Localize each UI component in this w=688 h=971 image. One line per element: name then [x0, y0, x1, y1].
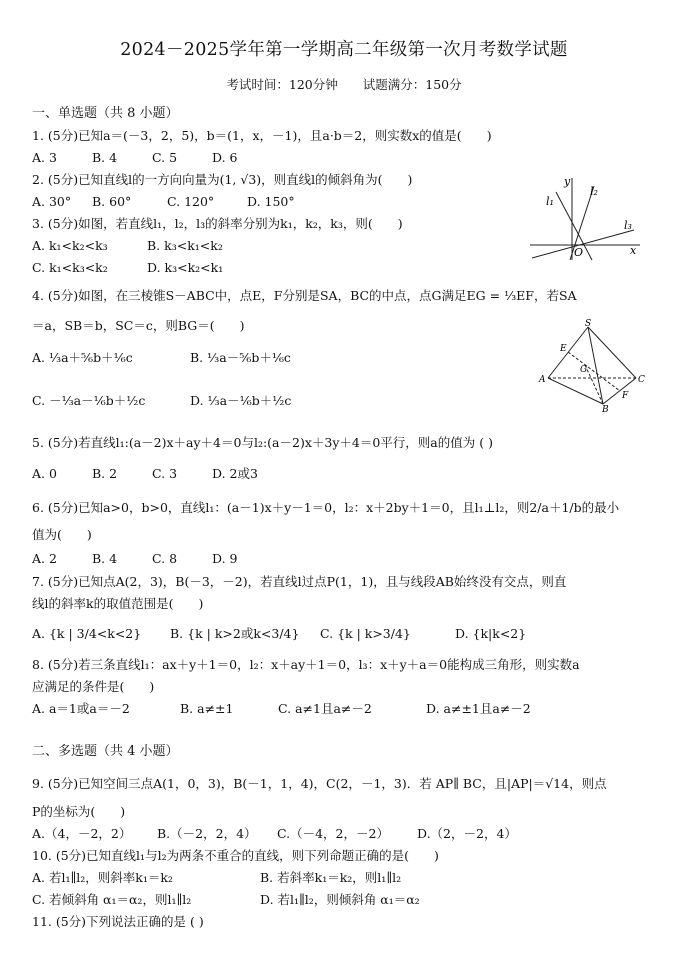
q5-option-d[interactable]: D. 2或3 — [212, 466, 258, 481]
q9-stem-line2: P的坐标为( ) — [32, 804, 126, 819]
q5-stem: 5. (5分)若直线l₁:(a－2)x＋ay＋4＝0与l₂:(a－2)x＋3y＋4＝0平行，则a的值为 ( ) — [32, 435, 493, 450]
q9-stem-line1: 9. (5分)已知空间三点A(1，0，3)，B(－1，1，4)，C(2，－1，3)．若 AP∥ BC，且|AP|＝√14，则点 — [32, 776, 607, 791]
q4-figure — [532, 318, 657, 413]
q10-options-row1 — [32, 870, 401, 885]
q7-option-d[interactable]: D. {k|k<2} — [455, 626, 527, 641]
q7-option-a[interactable]: A. {k | 3/4<k<2} — [32, 626, 142, 641]
q10-options-row2 — [32, 892, 420, 907]
q4-stem-line2: ＝a，SB＝b，SC＝c，则BG＝( ) — [32, 318, 245, 333]
q6-option-c[interactable]: C. 8 — [152, 551, 178, 566]
q7-stem-line1: 7. (5分)已知点A(2，3)，B(－3，－2)，若直线l过点P(1，1)，且与线段AB始终没有交点，则直 — [32, 574, 567, 589]
q4-option-b[interactable]: B. ⅓a－⅚b＋⅙c — [190, 350, 291, 365]
q3-options-row2 — [32, 260, 223, 275]
q5-option-a[interactable]: A. 0 — [32, 466, 57, 481]
q5-option-c[interactable]: C. 3 — [152, 466, 178, 481]
q10-option-b[interactable]: B. 若斜率k₁＝k₂，则l₁∥l₂ — [260, 870, 402, 885]
q2-stem: 2. (5分)已知直线l的一方向向量为(1, √3)，则直线l的倾斜角为( ) — [32, 172, 413, 187]
q9-option-c[interactable]: C.（－4，2，－2） — [277, 826, 389, 841]
label-f: F — [622, 391, 629, 401]
q9-options — [32, 826, 517, 841]
q8-option-d[interactable]: D. a≠±1且a≠－2 — [426, 701, 531, 716]
q1-option-d[interactable]: D. 6 — [212, 150, 238, 165]
q10-option-a[interactable]: A. 若l₁∥l₂，则斜率k₁＝k₂ — [32, 870, 173, 885]
q3-stem: 3. (5分)如图，若直线l₁，l₂，l₃的斜率分别为k₁，k₂，k₃，则( ) — [32, 216, 403, 231]
label-l2: l₂ — [590, 185, 598, 198]
q4-option-d[interactable]: D. ⅓a－⅙b＋½c — [190, 393, 292, 408]
q6-option-a[interactable]: A. 2 — [32, 551, 57, 566]
q3-figure — [528, 172, 658, 262]
q6-option-d[interactable]: D. 9 — [212, 551, 238, 566]
q4-stem-line1: 4. (5分)如图，在三棱锥S－ABC中，点E，F分别是SA，BC的中点，点G满足EG = ⅓EF，若SA — [32, 288, 577, 303]
q8-option-c[interactable]: C. a≠1且a≠－2 — [278, 701, 372, 716]
label-g: G — [580, 365, 588, 375]
q6-option-b[interactable]: B. 4 — [92, 551, 118, 566]
q6-options — [32, 551, 237, 566]
label-l1: l₁ — [546, 195, 554, 208]
q3-option-a[interactable]: A. k₁<k₂<k₃ — [32, 238, 108, 253]
q8-stem-line2: 应满足的条件是( ) — [32, 679, 155, 694]
label-y: y — [564, 175, 571, 188]
edge-sc — [588, 327, 636, 378]
q2-option-d[interactable]: D. 150° — [247, 194, 295, 209]
label-c: C — [638, 375, 645, 385]
q8-stem-line1: 8. (5分)若三条直线l₁：ax＋y＋1＝0，l₂：x＋ay＋1＝0，l₃：x＋y＋a＝0能构成三角形，则实数a — [32, 657, 580, 672]
q9-option-a[interactable]: A.（4，－2，2） — [32, 826, 132, 841]
q11-stem: 11. (5分)下列说法正确的是 ( ) — [32, 914, 204, 929]
q3-option-c[interactable]: C. k₁<k₃<k₂ — [32, 260, 108, 275]
q10-option-d[interactable]: D. 若l₁∥l₂，则倾斜角 α₁＝α₂ — [260, 892, 420, 907]
label-l3: l₃ — [624, 219, 632, 232]
label-x: x — [630, 244, 637, 257]
q2-option-a[interactable]: A. 30° — [32, 194, 72, 209]
q1-option-c[interactable]: C. 5 — [152, 150, 178, 165]
q6-stem-line2: 值为( ) — [32, 527, 92, 542]
q4-option-c[interactable]: C. －⅓a－⅙b＋½c — [32, 393, 146, 408]
q10-option-c[interactable]: C. 若倾斜角 α₁＝α₂，则l₁∥l₂ — [32, 892, 192, 907]
q7-option-c[interactable]: C. {k | k>3/4} — [320, 626, 411, 641]
q2-option-b[interactable]: B. 60° — [92, 194, 132, 209]
q7-options — [32, 626, 526, 641]
q9-option-b[interactable]: B.（－2，2，4） — [157, 826, 257, 841]
label-b: B — [602, 405, 609, 413]
q3-option-d[interactable]: D. k₃<k₂<k₁ — [147, 260, 224, 275]
section-single-choice: 一、单选题（共 8 小题） — [32, 106, 179, 121]
label-a: A — [539, 375, 546, 385]
edge-ab — [548, 378, 603, 404]
q6-stem-line1: 6. (5分)已知a>0，b>0，直线l₁：(a－1)x＋y－1＝0，l₂：x＋2by＋1＝0，且l₁⊥l₂，则2/a＋1/b的最小 — [32, 500, 620, 515]
q4-options-row2 — [32, 393, 291, 408]
edge-sb — [588, 327, 603, 404]
q7-stem-line2: 线l的斜率k的取值范围是( ) — [32, 596, 204, 611]
q2-options — [32, 194, 295, 209]
q4-options-row1 — [32, 350, 291, 365]
q1-option-a[interactable]: A. 3 — [32, 150, 57, 165]
q3-option-b[interactable]: B. k₃<k₁<k₂ — [147, 238, 223, 253]
q2-option-c[interactable]: C. 120° — [167, 194, 215, 209]
label-e: E — [560, 344, 567, 354]
segment-bg — [585, 365, 603, 404]
q8-option-b[interactable]: B. a≠±1 — [180, 701, 234, 716]
label-origin: O — [574, 246, 584, 259]
edge-bc — [603, 378, 636, 404]
q5-option-b[interactable]: B. 2 — [92, 466, 118, 481]
q1-stem: 1. (5分)已知a＝(－3，2，5)，b＝(1，x，－1)，且a·b＝2，则实数x的值是( ) — [32, 128, 492, 143]
q9-option-d[interactable]: D.（2，－2，4） — [417, 826, 517, 841]
q7-option-b[interactable]: B. {k | k>2或k<3/4} — [170, 626, 300, 641]
q10-stem: 10. (5分)已知直线l₁与l₂为两条不重合的直线，则下列命题正确的是( ) — [32, 848, 439, 863]
exam-info: 考试时间：120分钟 试题满分：150分 — [226, 77, 462, 92]
q8-options — [32, 701, 531, 716]
label-s: S — [585, 319, 592, 329]
q1-option-b[interactable]: B. 4 — [92, 150, 118, 165]
q1-options — [32, 150, 237, 165]
section-multiple-choice: 二、多选题（共 4 小题） — [32, 744, 179, 759]
q3-options-row1 — [32, 238, 223, 253]
exam-title: 2024－2025学年第一学期高二年级第一次月考数学试题 — [120, 40, 568, 60]
q8-option-a[interactable]: A. a＝1或a＝－2 — [32, 701, 130, 716]
q5-options — [32, 466, 258, 481]
q4-option-a[interactable]: A. ⅓a＋⅚b＋⅙c — [32, 350, 133, 365]
